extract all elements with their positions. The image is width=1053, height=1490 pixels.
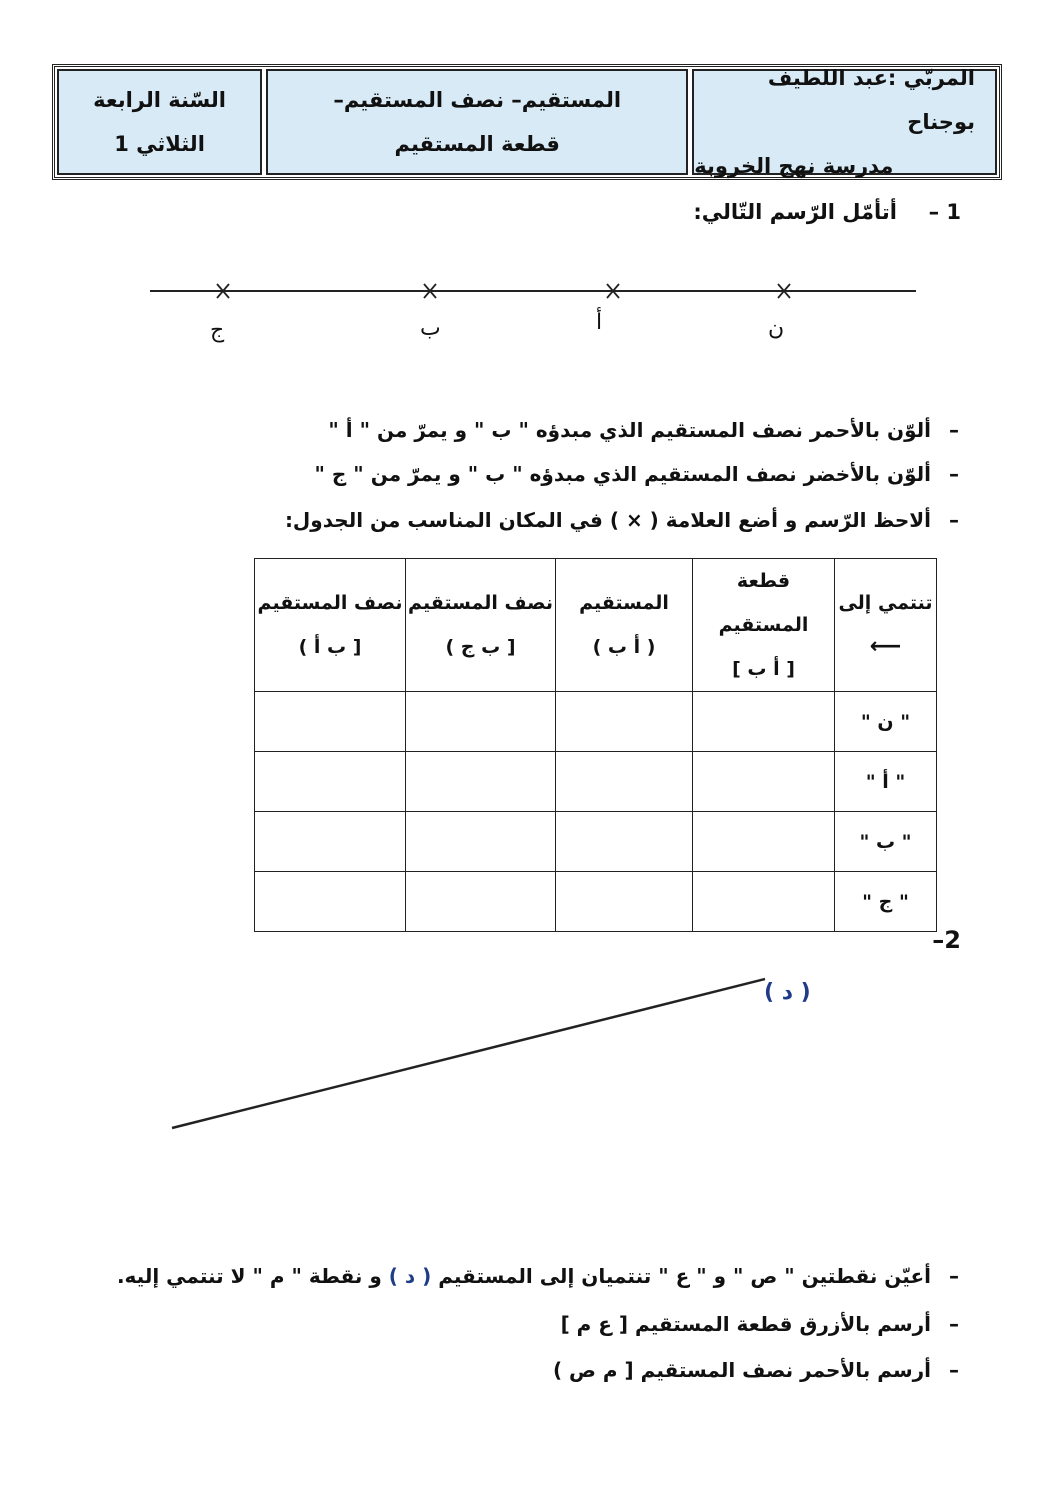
- task-red-ray: [328, 418, 959, 442]
- column-header: [556, 559, 693, 692]
- exercise2-number: 2–: [932, 926, 961, 954]
- column-header: [406, 559, 556, 692]
- table-row: [255, 872, 937, 932]
- column-name: نصف المستقيم: [257, 592, 403, 614]
- answer-cell[interactable]: [255, 812, 406, 872]
- answer-cell[interactable]: [255, 752, 406, 812]
- task-red-ray-text: ألوّن بالأحمر نصف المستقيم الذي مبدؤه " ب " و يمرّ من " أ ": [328, 418, 931, 442]
- bullet-dash: –: [949, 1358, 959, 1382]
- point-label-j: ج: [210, 318, 225, 343]
- answer-cell[interactable]: [556, 872, 693, 932]
- table-row: [255, 692, 937, 752]
- answer-cell[interactable]: [406, 752, 556, 812]
- bullet-dash: –: [949, 508, 959, 532]
- column-name: المستقيم: [579, 592, 669, 614]
- answer-cell[interactable]: [693, 752, 835, 812]
- column-name: قطعة المستقيم: [718, 570, 809, 636]
- column-header: [255, 559, 406, 692]
- answer-cell[interactable]: [556, 812, 693, 872]
- term-label: الثلاثي 1: [114, 132, 205, 156]
- row-label: " ج ": [835, 872, 937, 932]
- exercise1-instruction: أتأمّل الرّسم التّالي:: [693, 200, 897, 224]
- bullet-dash: –: [949, 1264, 959, 1288]
- answer-cell[interactable]: [255, 692, 406, 752]
- teacher-name: المربّي :عبد اللطيف بوجناح: [767, 66, 975, 134]
- corner-label: تنتمي إلى: [838, 592, 933, 614]
- exercise1-number: 1 –: [928, 200, 961, 224]
- task-points-text-1: أعيّن نقطتين " ص " و " ع " تنتميان إلى المستقيم: [438, 1264, 931, 1288]
- left-arrow-icon: ⟵: [869, 634, 902, 659]
- bullet-dash: –: [949, 418, 959, 442]
- column-notation: [ ب ج ): [445, 636, 516, 658]
- grade-label: السّنة الرابعة: [93, 88, 226, 112]
- answer-cell[interactable]: [693, 872, 835, 932]
- task-points-text-2: و نقطة " م " لا تنتمي إليه.: [116, 1264, 382, 1288]
- answer-cell[interactable]: [556, 752, 693, 812]
- answer-cell[interactable]: [406, 812, 556, 872]
- corner-cell: [835, 559, 937, 692]
- table-row: [255, 752, 937, 812]
- task-table-text: ألاحظ الرّسم و أضع العلامة ( × ) في المكان المناسب من الجدول:: [284, 508, 931, 532]
- answer-cell[interactable]: [556, 692, 693, 752]
- bullet-dash: –: [949, 462, 959, 486]
- column-notation: [ أ ب ]: [732, 658, 795, 680]
- table-row: [255, 812, 937, 872]
- school-name: مدرسة نهج الخروبة: [694, 154, 894, 178]
- task-green-ray: [315, 462, 959, 486]
- task-green-ray-text: ألوّن بالأخضر نصف المستقيم الذي مبدؤه " ب " و يمرّ من " ج ": [314, 462, 931, 486]
- answer-cell[interactable]: [693, 692, 835, 752]
- task-points-line-label: ( د ): [388, 1264, 432, 1288]
- answer-cell[interactable]: [255, 872, 406, 932]
- answer-cell[interactable]: [406, 872, 556, 932]
- answer-cell[interactable]: [693, 812, 835, 872]
- point-label-a: أ: [596, 310, 603, 335]
- task-blue-segment: [561, 1312, 959, 1336]
- column-notation: ( أ ب ): [592, 636, 656, 658]
- column-name: نصف المستقيم: [408, 592, 553, 614]
- topic-line-1: المستقيم– نصف المستقيم–: [333, 88, 622, 112]
- column-header: [693, 559, 835, 692]
- point-label-b: ب: [420, 316, 441, 341]
- answer-cell[interactable]: [406, 692, 556, 752]
- table-header-row: [255, 559, 937, 692]
- task-points: [117, 1264, 959, 1288]
- topic-line-2: قطعة المستقيم: [394, 132, 560, 156]
- line-d: [172, 979, 765, 1128]
- task-red-ray-2-text: أرسم بالأحمر نصف المستقيم [ م ص ): [552, 1358, 931, 1382]
- column-notation: [ ب أ ): [298, 636, 362, 658]
- bullet-dash: –: [949, 1312, 959, 1336]
- task-table: [285, 508, 959, 532]
- row-label: " ب ": [835, 812, 937, 872]
- line-d-label: ( د ): [764, 980, 811, 1005]
- point-label-n: ن: [768, 316, 785, 341]
- task-blue-segment-text: أرسم بالأزرق قطعة المستقيم [ ع م ]: [560, 1312, 931, 1336]
- task-red-ray-2: [553, 1358, 959, 1382]
- row-label: " أ ": [835, 752, 937, 812]
- row-label: " ن ": [835, 692, 937, 752]
- belonging-table: [254, 558, 937, 932]
